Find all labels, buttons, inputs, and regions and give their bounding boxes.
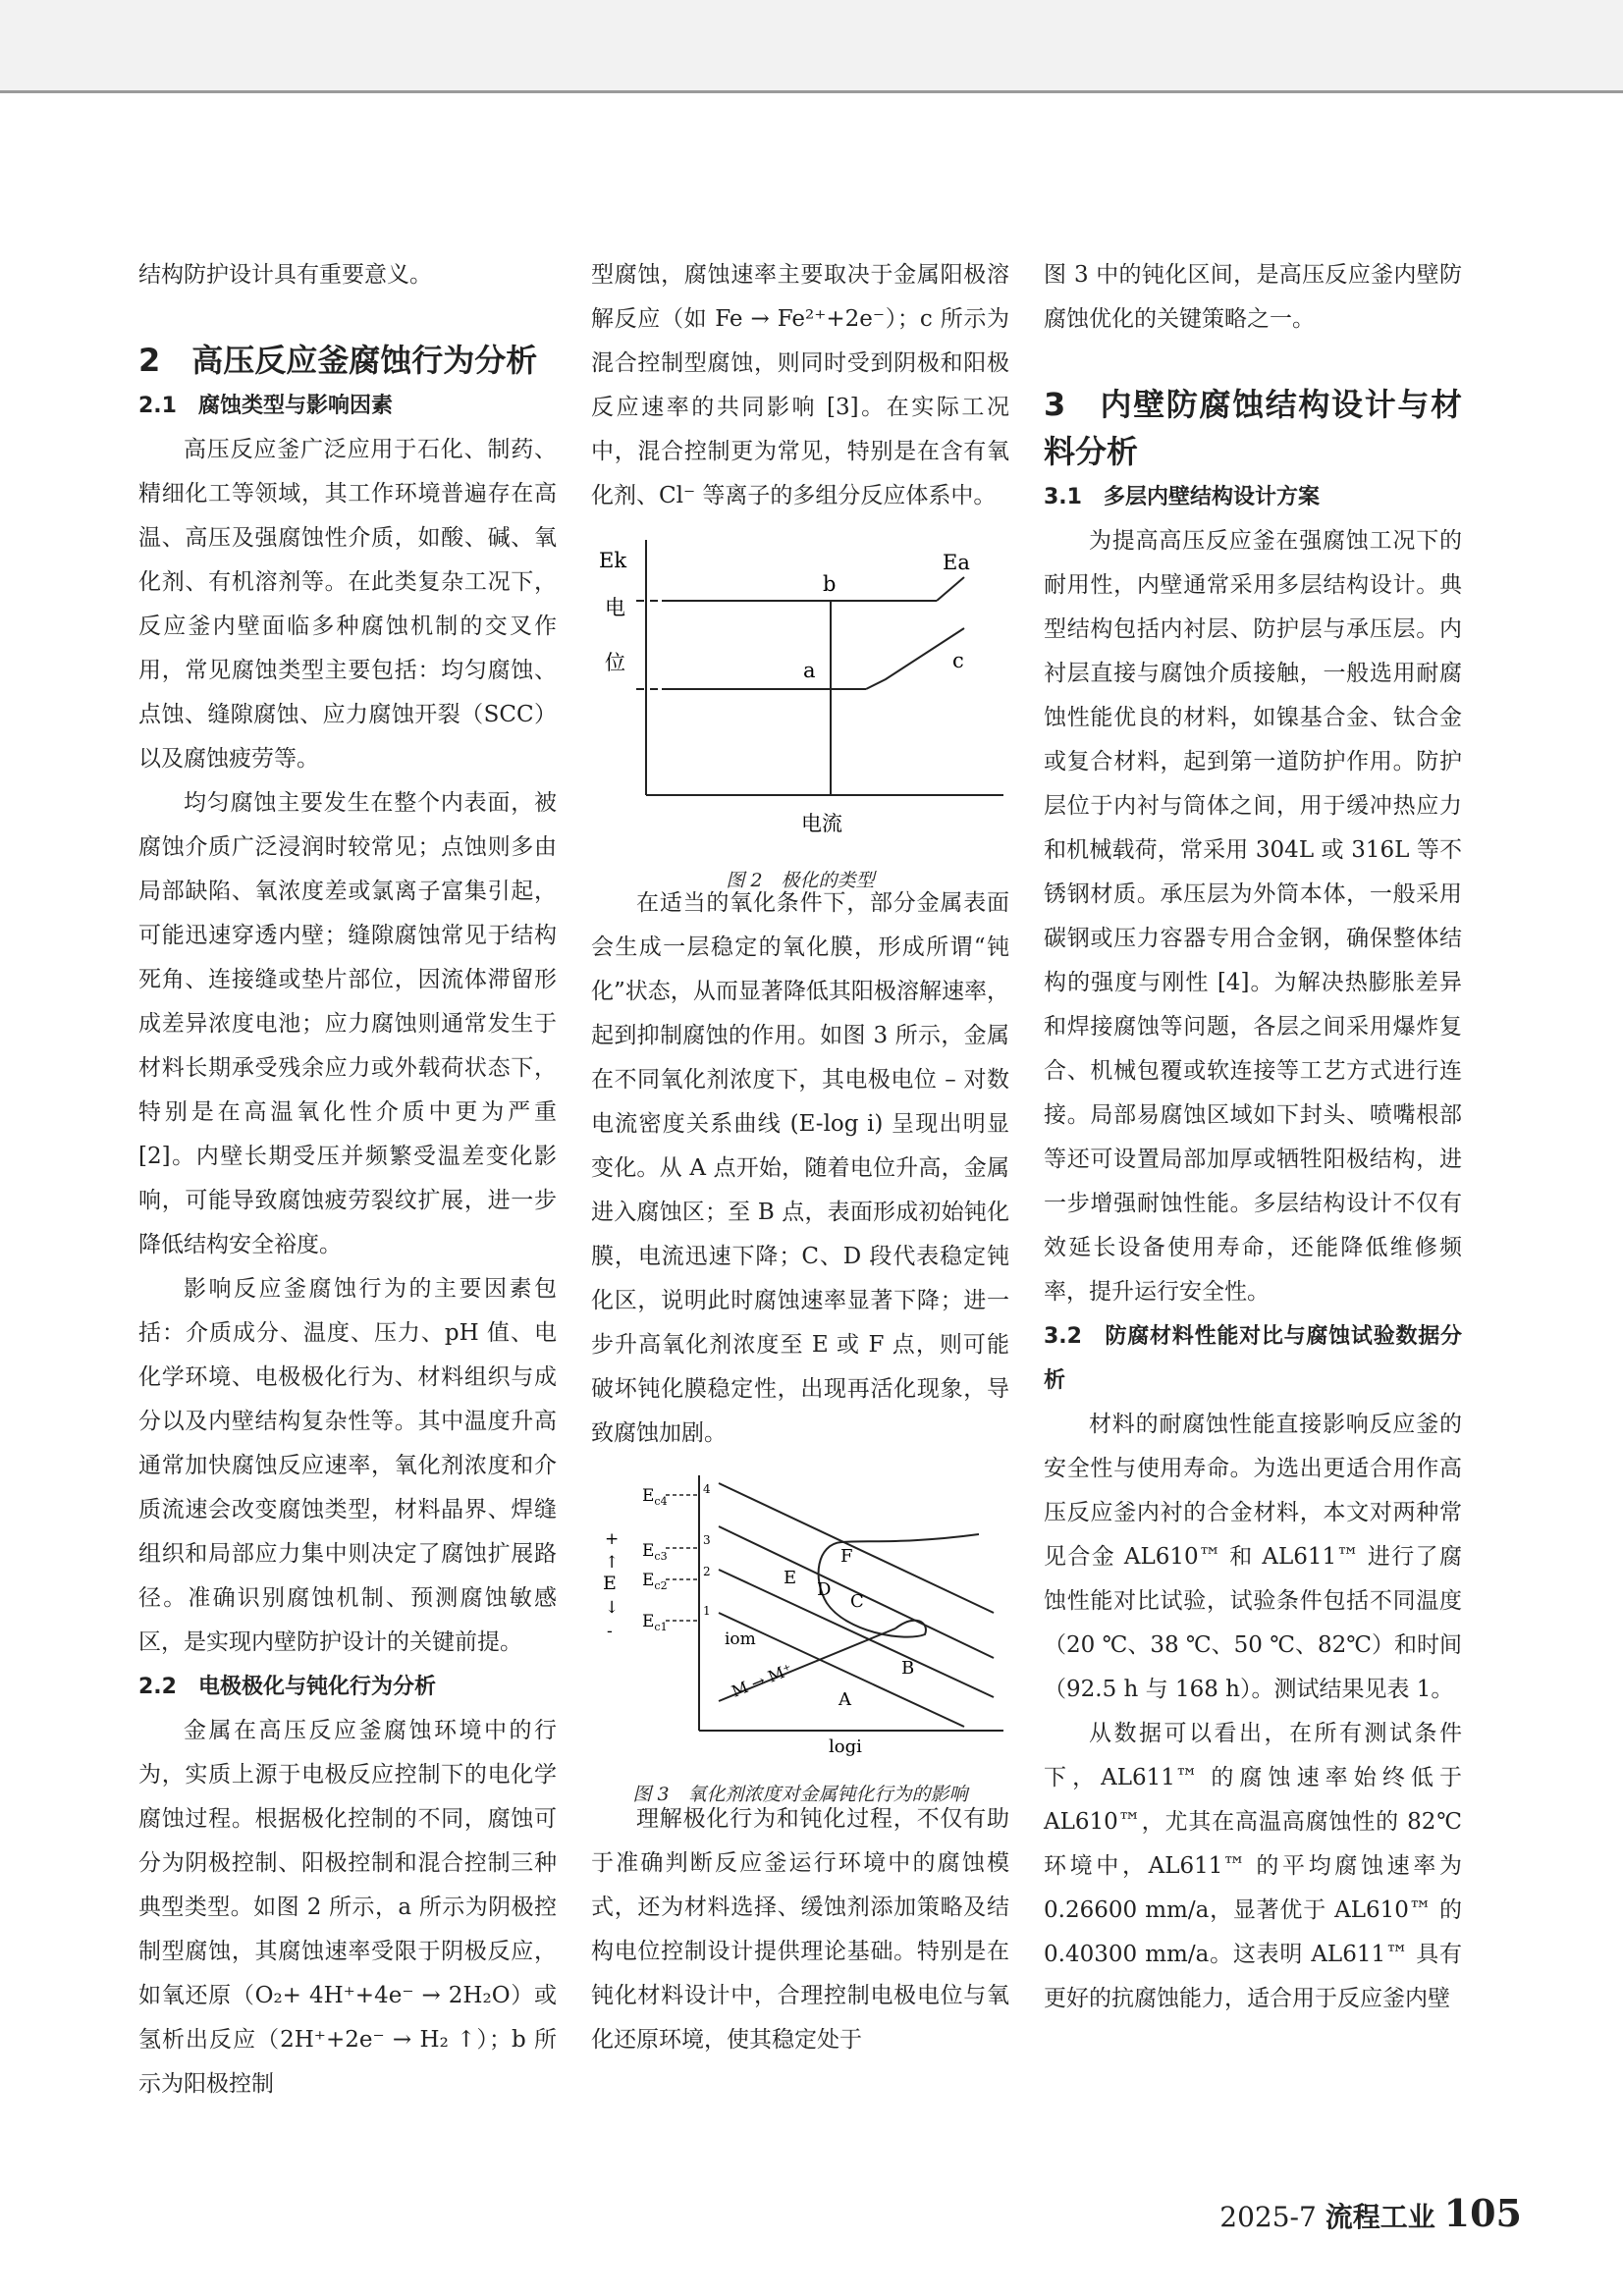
paragraph: 图 3 中的钝化区间，是高压反应釜内壁防腐蚀优化的关键策略之一。: [1044, 262, 1462, 332]
fig3-m-arrow: M → M⁺: [729, 1659, 795, 1701]
fig2-wei-label: 位: [605, 651, 625, 674]
fig3-arrow-down: ↓: [605, 1598, 620, 1618]
fig2-xaxis-label: 电流: [801, 812, 842, 835]
fig2-a-label: a: [803, 659, 816, 682]
figure-2-caption: 图 2 极化的类型: [726, 870, 875, 891]
subsection-2-2-title: 2.2 电极极化与钝化行为分析: [138, 1675, 436, 1699]
fig3-tick-2: 2: [703, 1565, 711, 1578]
issue-number: 2025-7: [1219, 2201, 1317, 2233]
figure-3-diagram: [591, 1466, 1009, 1762]
fig3-point-a: A: [839, 1689, 851, 1710]
fig3-ec3: $E_{c3}$: [642, 1541, 668, 1563]
fig3-plus: +: [605, 1529, 620, 1549]
column-2: [591, 253, 1009, 2062]
paragraph: 在适当的氧化条件下，部分金属表面会生成一层稳定的氧化膜，形成所谓“钝化”状态，从而显著降低其阳极溶解速率，起到抑制腐蚀的作用。如图 3 所示，金属在不同氧化剂浓度下，其电极电位 – 对数电流密度关系曲线 (E-log i) 呈现出明显变化。从 A 点开始，随着电位升高，金属进入腐蚀区；至 B 点，表面形成初始钝化膜，电流迅速下降；C、D 段代表稳定钝化区，说明此时腐蚀速率显著下降；进一步升高氧化剂浓度至 E 或 F 点，则可能破坏钝化膜稳定性，出现再活化现象，导致腐蚀加剧。: [591, 890, 1009, 1446]
fig3-point-f: F: [840, 1546, 853, 1567]
column-3: [1044, 253, 1462, 2021]
fig3-ec2: $E_{c2}$: [642, 1571, 668, 1592]
fig3-e-axis: E: [603, 1573, 617, 1594]
fig3-point-c: C: [850, 1591, 864, 1612]
fig3-arrow-up: ↑: [605, 1553, 620, 1573]
page-footer: [1219, 2191, 1522, 2235]
paragraph: 理解极化行为和钝化过程，不仅有助于准确判断反应釜运行环境中的腐蚀模式，还为材料选择、缓蚀剂添加策略及结构电位控制设计提供理论基础。特别是在钝化材料设计中，合理控制电极电位与氧化还原环境，使其稳定处于: [591, 1806, 1009, 2053]
section-2-title: 2 高压反应釜腐蚀行为分析: [138, 342, 538, 379]
fig3-tick-3: 3: [703, 1533, 711, 1547]
top-banner: [0, 0, 1623, 93]
fig3-tick-4: 4: [703, 1482, 711, 1496]
fig3-ec4: $E_{c4}$: [642, 1486, 668, 1508]
subsection-3-1-title: 3.1 多层内壁结构设计方案: [1044, 485, 1320, 509]
fig3-ec1: $E_{c1}$: [642, 1612, 668, 1633]
fig3-iom: iom: [725, 1629, 756, 1649]
fig2-b-label: b: [823, 572, 837, 596]
paragraph: 高压反应釜广泛应用于石化、制药、精细化工等领域，其工作环境普遍存在高温、高压及强腐蚀性介质，如酸、碱、氧化剂、有机溶剂等。在此类复杂工况下，反应釜内壁面临多种腐蚀机制的交叉作用，常见腐蚀类型主要包括：均匀腐蚀、点蚀、缝隙腐蚀、应力腐蚀开裂（SCC）以及腐蚀疲劳等。: [138, 437, 557, 772]
section-3-title: 3 内壁防腐蚀结构设计与材料分析: [1044, 386, 1462, 470]
fig3-point-b: B: [901, 1658, 915, 1679]
subsection-2-1-title: 2.1 腐蚀类型与影响因素: [138, 394, 393, 418]
column-1: [138, 253, 557, 2107]
figure-2: [591, 530, 1009, 891]
figure-2-diagram: [591, 530, 1009, 848]
figure-3: [591, 1466, 1009, 1805]
fig2-ek-label: Ek: [599, 549, 627, 572]
page-number: 105: [1443, 2191, 1522, 2235]
subsection-3-2-title: 3.2 防腐材料性能对比与腐蚀试验数据分析: [1044, 1324, 1462, 1393]
journal-name: 流程工业: [1325, 2201, 1435, 2233]
fig2-dian-label: 电: [605, 596, 625, 619]
paragraph: 材料的耐腐蚀性能直接影响反应釜的安全性与使用寿命。为选出更适合用作高压反应釜内衬的合金材料，本文对两种常见合金 AL610™ 和 AL611™ 进行了腐蚀性能对比试验，试验条件包括不同温度（20 ℃、38 ℃、50 ℃、82℃）和时间（92.5 h 与 168 h）。测试结果见表 1。: [1044, 1412, 1462, 1702]
fig3-tick-1: 1: [703, 1604, 711, 1618]
paragraph: 从数据可以看出，在所有测试条件下，AL611™ 的腐蚀速率始终低于 AL610™，尤其在高温高腐蚀性的 82℃ 环境中，AL611™ 的平均腐蚀速率为 0.26600 mm/a，显著优于 AL610™ 的 0.40300 mm/a。这表明 AL611™ 具有更好的抗腐蚀能力，适合用于反应釜内壁: [1044, 1721, 1462, 2011]
figure-3-caption: 图 3 氧化剂浓度对金属钝化行为的影响: [632, 1784, 968, 1805]
fig3-point-e: E: [784, 1568, 797, 1588]
paragraph: 为提高高压反应釜在强腐蚀工况下的耐用性，内壁通常采用多层结构设计。典型结构包括内衬层、防护层与承压层。内衬层直接与腐蚀介质接触，一般选用耐腐蚀性能优良的材料，如镍基合金、钛合金或复合材料，起到第一道防护作用。防护层位于内衬与筒体之间，用于缓冲热应力和机械载荷，常采用 304L 或 316L 等不锈钢材质。承压层为外筒本体，一般采用碳钢或压力容器专用合金钢，确保整体结构的强度与刚性 [4]。为解决热膨胀差异和焊接腐蚀等问题，各层之间采用爆炸复合、机械包覆或软连接等工艺方式进行连接。局部易腐蚀区域如下封头、喷嘴根部等还可设置局部加厚或牺牲阳极结构，进一步增强耐蚀性能。多层结构设计不仅有效延长设备使用寿命，还能降低维修频率，提升运行安全性。: [1044, 528, 1462, 1305]
paragraph: 结构防护设计具有重要意义。: [138, 262, 432, 288]
fig3-xlabel: logi: [829, 1736, 862, 1757]
paragraph: 均匀腐蚀主要发生在整个内表面，被腐蚀介质广泛浸润时较常见；点蚀则多由局部缺陷、氧浓度差或氯离子富集引起，可能迅速穿透内壁；缝隙腐蚀常见于结构死角、连接缝或垫片部位，因流体滞留形成差异浓度电池；应力腐蚀则通常发生于材料长期承受残余应力或外载荷状态下，特别是在高温氧化性介质中更为严重 [2]。内壁长期受压并频繁受温差变化影响，可能导致腐蚀疲劳裂纹扩展，进一步降低结构安全裕度。: [138, 790, 557, 1257]
fig2-ea-label: Ea: [943, 551, 970, 574]
paragraph: 影响反应釜腐蚀行为的主要因素包括：介质成分、温度、压力、pH 值、电化学环境、电极极化行为、材料组织与成分以及内壁结构复杂性等。其中温度升高通常加快腐蚀反应速率，氧化剂浓度和介质流速会改变腐蚀类型，材料晶界、焊缝组织和局部应力集中则决定了腐蚀扩展路径。准确识别腐蚀机制、预测腐蚀敏感区，是实现内壁防护设计的关键前提。: [138, 1276, 557, 1655]
paragraph: 型腐蚀，腐蚀速率主要取决于金属阳极溶解反应（如 Fe → Fe²⁺+2e⁻）；c 所示为混合控制型腐蚀，则同时受到阴极和阳极反应速率的共同影响 [3]。在实际工况中，混合控制更为常见，特别是在含有氧化剂、Cl⁻ 等离子的多组分反应体系中。: [591, 262, 1009, 508]
paragraph: 金属在高压反应釜腐蚀环境中的行为，实质上源于电极反应控制下的电化学腐蚀过程。根据极化控制的不同，腐蚀可分为阴极控制、阳极控制和混合控制三种典型类型。如图 2 所示，a 所示为阴极控制型腐蚀，其腐蚀速率受限于阴极反应，如氧还原（O₂+ 4H⁺+4e⁻ → 2H₂O）或氢析出反应（2H⁺+2e⁻ → H₂ ↑）；b 所示为阳极控制: [138, 1718, 557, 2097]
fig3-point-d: D: [817, 1579, 832, 1600]
fig2-c-label: c: [952, 649, 964, 672]
fig3-minus: -: [607, 1622, 613, 1641]
